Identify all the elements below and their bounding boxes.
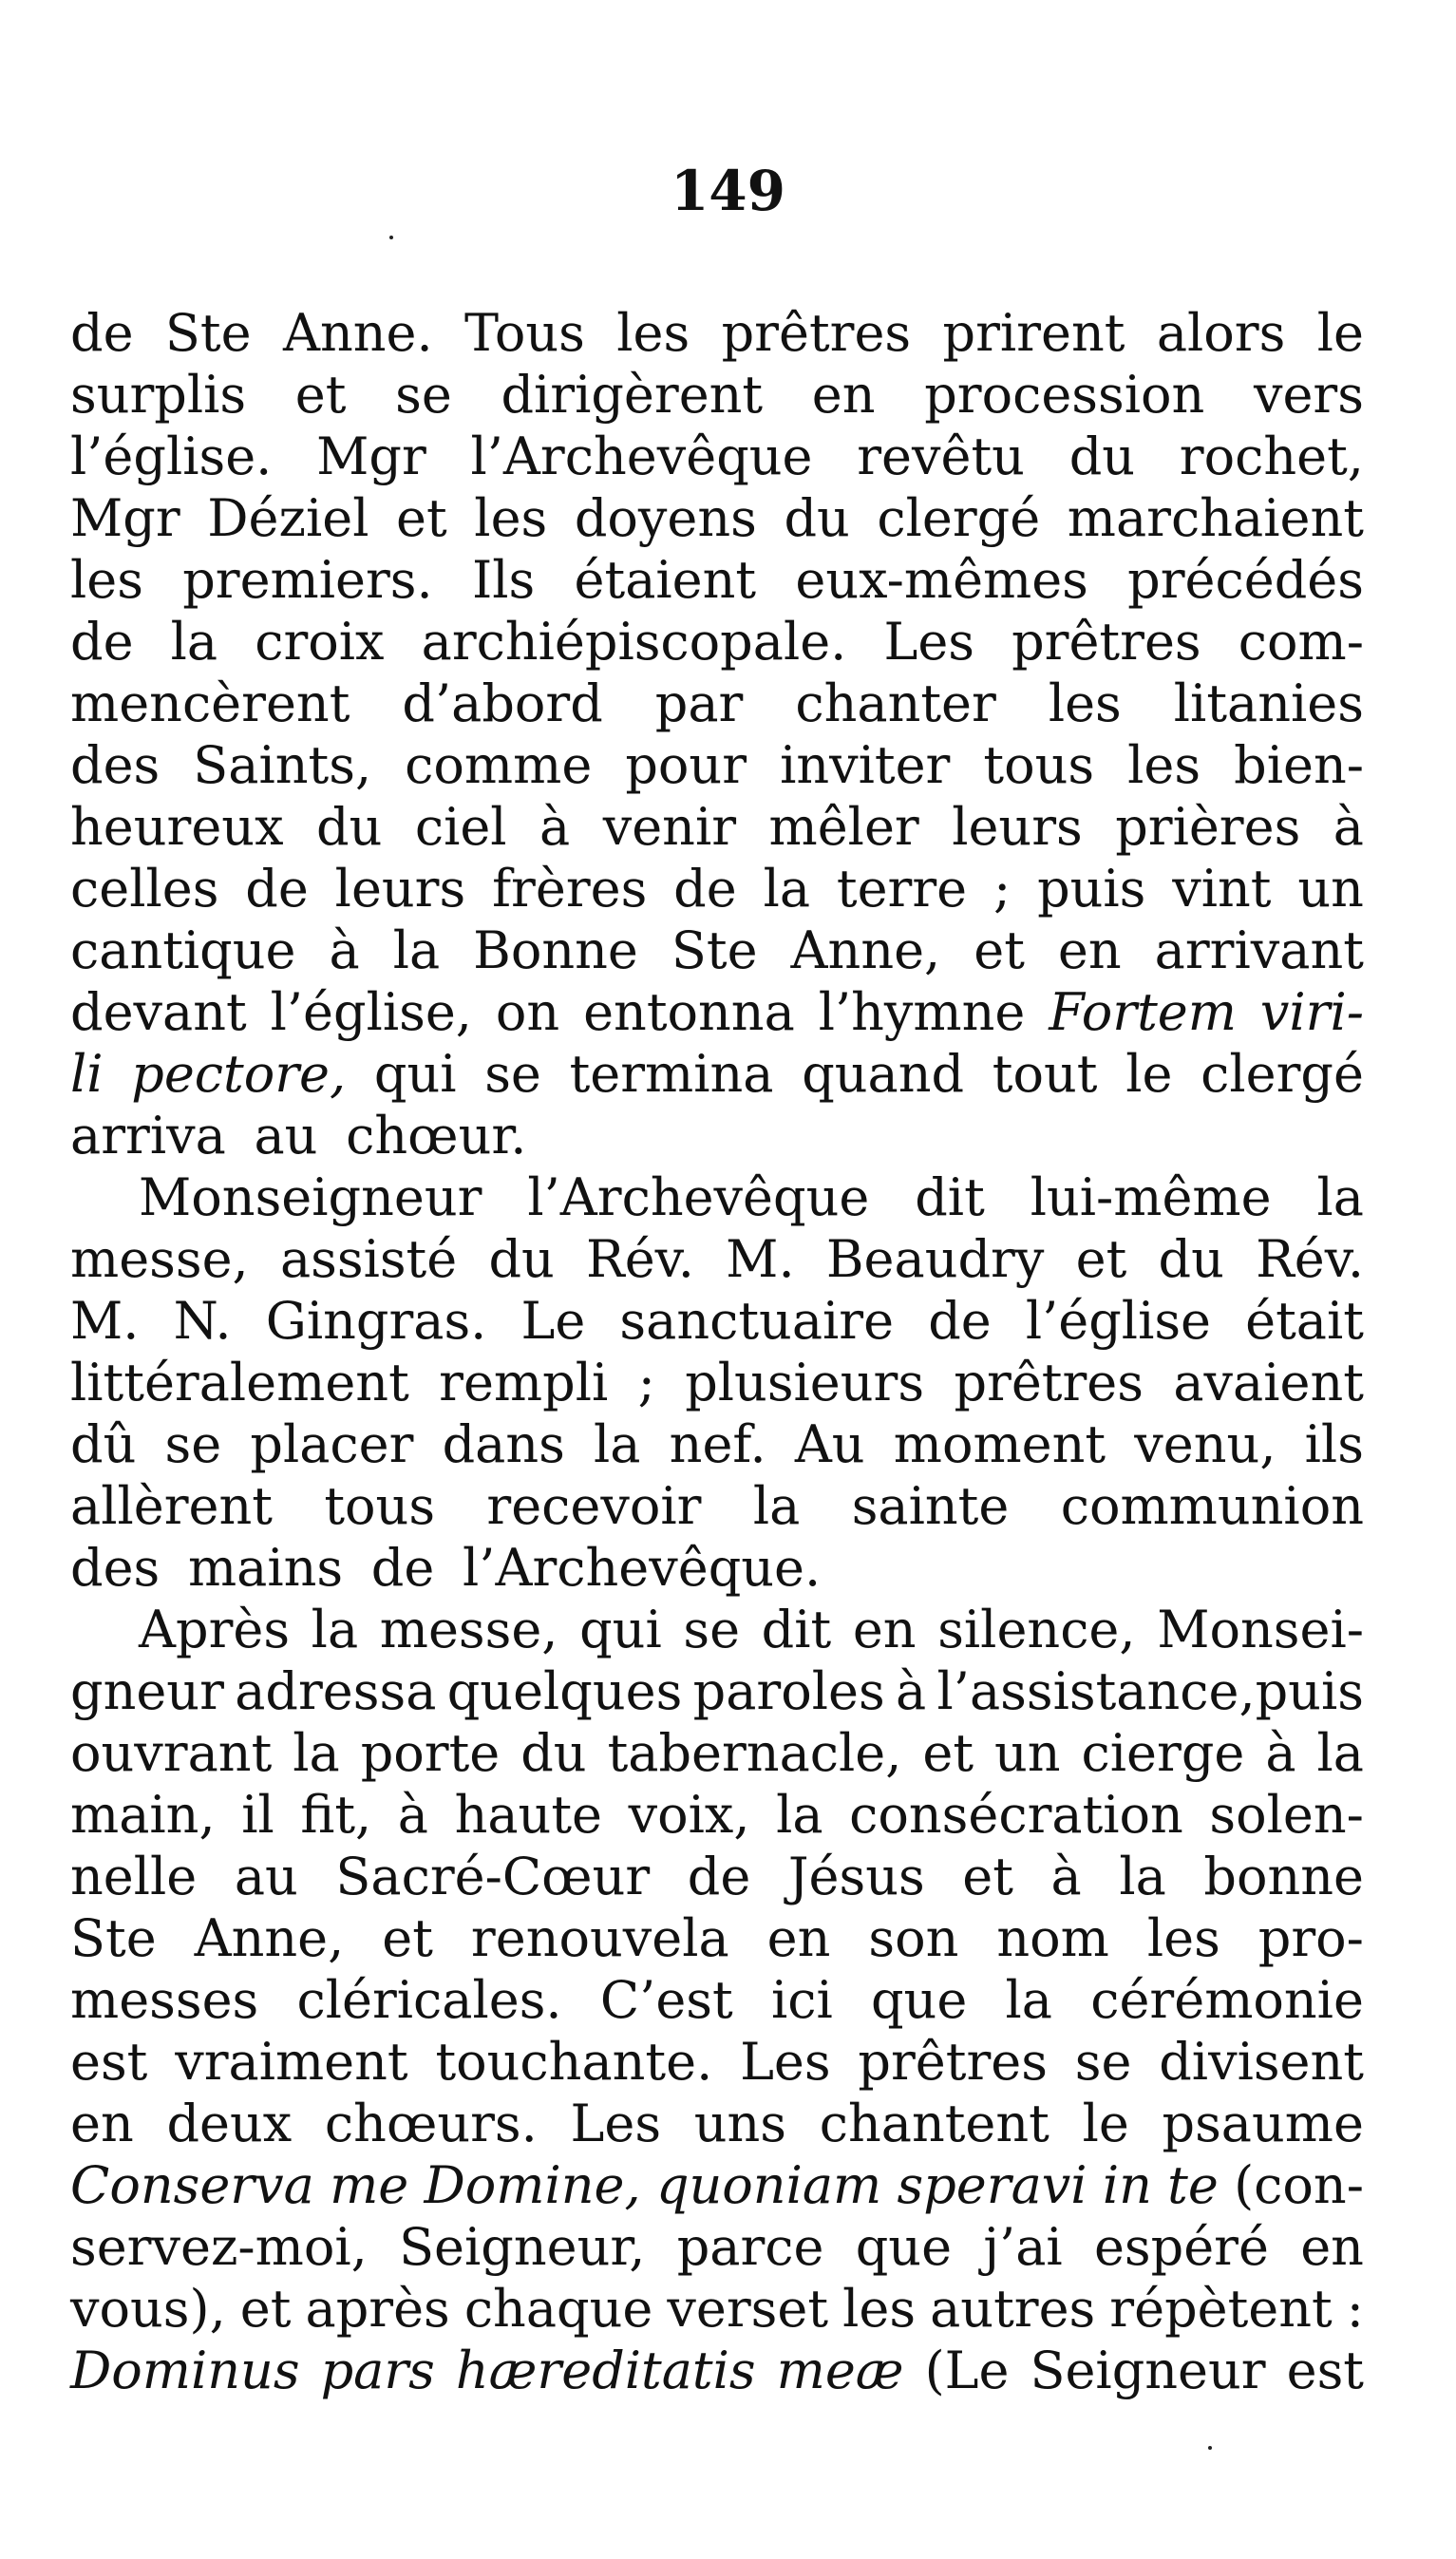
- word: se: [683, 1600, 741, 1659]
- text-line: [70, 2216, 1364, 2278]
- word: recevoir: [486, 1476, 702, 1536]
- word: la: [1316, 1167, 1364, 1227]
- text-line: [70, 1537, 1364, 1599]
- text-line: [70, 1105, 1364, 1166]
- word: le: [1316, 303, 1364, 363]
- text-line: [70, 1846, 1364, 1907]
- word: la: [170, 612, 218, 672]
- word: les: [1048, 673, 1122, 733]
- word: Ste: [70, 1908, 157, 1968]
- word: procession: [924, 365, 1205, 425]
- word: termina: [569, 1044, 774, 1104]
- word: sainte: [851, 1476, 1010, 1536]
- text-line: [70, 2154, 1364, 2216]
- word: adressa: [235, 1661, 437, 1721]
- word: hæreditatis: [455, 2341, 756, 2400]
- word: frères: [492, 859, 648, 919]
- word: Au: [794, 1414, 865, 1474]
- body-text: [70, 302, 1364, 2401]
- text-line: [70, 426, 1364, 487]
- word: divisent: [1159, 2032, 1364, 2092]
- text-line: [70, 1784, 1364, 1846]
- word: Seigneur,: [399, 2217, 646, 2277]
- word: Ste: [164, 303, 252, 363]
- word: les: [842, 2279, 917, 2339]
- word: Rév.: [586, 1229, 694, 1289]
- word: puis: [1037, 859, 1146, 919]
- word: plusieurs: [685, 1353, 925, 1412]
- word: litanies: [1173, 673, 1364, 733]
- word: arriva: [70, 1106, 226, 1166]
- word: Anne.: [282, 303, 433, 363]
- page-number: 149: [670, 159, 786, 223]
- word: doyens: [574, 488, 757, 548]
- text-line: [70, 611, 1364, 673]
- word: pars: [320, 2341, 435, 2400]
- word: l’Archevêque: [527, 1167, 870, 1227]
- word: des: [70, 735, 161, 795]
- word: eux-mêmes: [795, 550, 1088, 610]
- word: dirigèrent: [501, 365, 764, 425]
- word: clergé: [877, 488, 1041, 548]
- word: un: [1297, 859, 1364, 919]
- word: la: [1005, 1970, 1052, 2030]
- word: en: [852, 1600, 917, 1659]
- word: venir: [602, 797, 737, 857]
- word: Conserva: [70, 2155, 314, 2215]
- word: tout: [992, 1044, 1098, 1104]
- word: in: [1102, 2155, 1152, 2215]
- word: la: [311, 1600, 359, 1659]
- word: et: [294, 365, 347, 425]
- word: solen-: [1209, 1785, 1364, 1845]
- text-line: [70, 1969, 1364, 2031]
- word: en: [811, 365, 876, 425]
- word: li: [70, 1044, 104, 1104]
- word: ciel: [414, 797, 507, 857]
- word: bien-: [1234, 735, 1364, 795]
- word: la: [392, 920, 441, 980]
- word: main,: [70, 1785, 216, 1845]
- text-line: [70, 1599, 1364, 1660]
- text-line: [70, 549, 1364, 611]
- text-line: [70, 1722, 1364, 1784]
- word: nom: [996, 1908, 1109, 1968]
- word: dit: [915, 1167, 985, 1227]
- word: devant: [70, 982, 247, 1042]
- word: Après: [139, 1600, 291, 1659]
- word: Seigneur: [1030, 2341, 1266, 2400]
- word: les: [616, 303, 690, 363]
- word: et: [382, 1908, 433, 1968]
- word: te: [1167, 2155, 1219, 2215]
- word: un: [994, 1723, 1061, 1783]
- word: est: [70, 2032, 148, 2092]
- word: les: [70, 550, 143, 610]
- word: Les: [740, 2032, 831, 2092]
- word: il: [241, 1785, 274, 1845]
- word: communion: [1060, 1476, 1364, 1536]
- word: à: [1265, 1723, 1296, 1783]
- text-line: [70, 1043, 1364, 1105]
- word: messe,: [379, 1600, 558, 1659]
- word: leurs: [334, 859, 466, 919]
- word: viri-: [1259, 982, 1364, 1042]
- word: bonne: [1203, 1847, 1364, 1906]
- text-line: [70, 858, 1364, 919]
- word: premiers.: [182, 550, 433, 610]
- text-line: [70, 673, 1364, 734]
- print-speck: [1208, 2446, 1212, 2450]
- word: quelques: [446, 1661, 683, 1721]
- word: deux: [166, 2094, 293, 2153]
- word: prières: [1115, 797, 1301, 857]
- text-line: [70, 1352, 1364, 1413]
- word: est: [1286, 2341, 1364, 2400]
- word: du: [784, 488, 850, 548]
- word: et: [922, 1723, 974, 1783]
- word: moment: [893, 1414, 1106, 1474]
- word: Les: [570, 2094, 662, 2153]
- word: prêtres: [721, 303, 912, 363]
- word: rempli: [439, 1353, 609, 1412]
- word: qui: [373, 1044, 457, 1104]
- text-line: [70, 1228, 1364, 1290]
- word: par: [654, 673, 744, 733]
- word: allèrent: [70, 1476, 273, 1536]
- word: que: [870, 1970, 968, 2030]
- word: à: [329, 920, 360, 980]
- word: se: [1074, 2032, 1132, 2092]
- word: au: [254, 1106, 318, 1166]
- word: pour: [625, 735, 747, 795]
- word: silence,: [937, 1600, 1136, 1659]
- word: du: [520, 1723, 587, 1783]
- word: M.: [726, 1229, 795, 1289]
- word: l’hymne: [818, 982, 1026, 1042]
- word: dans: [442, 1414, 565, 1474]
- word: chantent: [819, 2094, 1049, 2153]
- text-line: [70, 2093, 1364, 2154]
- word: et: [1075, 1229, 1127, 1289]
- word: arrivant: [1154, 920, 1364, 980]
- word: après: [305, 2279, 450, 2339]
- word: se: [395, 365, 452, 425]
- word: Fortem: [1049, 982, 1237, 1042]
- word: de: [70, 303, 134, 363]
- word: surplis: [70, 365, 247, 425]
- text-line: [70, 734, 1364, 796]
- word: entonna: [583, 982, 795, 1042]
- word: du: [1158, 1229, 1224, 1289]
- word: ils: [1304, 1414, 1364, 1474]
- word: quand: [802, 1044, 965, 1104]
- word: Beaudry: [825, 1229, 1045, 1289]
- print-speck: [389, 236, 393, 239]
- word: mains: [187, 1538, 344, 1598]
- word: Dominus: [70, 2341, 300, 2400]
- word: mencèrent: [70, 673, 350, 733]
- word: chœur.: [346, 1106, 527, 1166]
- word: Tous: [464, 303, 585, 363]
- word: son: [868, 1908, 959, 1968]
- word: (con-: [1234, 2155, 1364, 2215]
- word: à: [397, 1785, 428, 1845]
- word: la: [1119, 1847, 1166, 1906]
- word: tabernacle,: [607, 1723, 902, 1783]
- word: au: [234, 1847, 298, 1906]
- word: Bonne: [473, 920, 638, 980]
- word: chaque: [463, 2279, 653, 2339]
- text-line: [70, 487, 1364, 549]
- word: M.: [70, 1291, 140, 1351]
- word: et: [974, 920, 1025, 980]
- word: comme: [405, 735, 593, 795]
- word: com-: [1238, 612, 1364, 672]
- word: sanctuaire: [619, 1291, 895, 1351]
- word: littéralement: [70, 1353, 409, 1412]
- word: la: [1316, 1723, 1364, 1783]
- word: étaient: [574, 550, 757, 610]
- word: quoniam: [655, 2155, 882, 2215]
- text-line: [70, 302, 1364, 364]
- word: se: [484, 1044, 541, 1104]
- word: nelle: [70, 1847, 198, 1906]
- word: Ste: [671, 920, 758, 980]
- word: renouvela: [470, 1908, 729, 1968]
- word: et: [396, 488, 447, 548]
- word: vers: [1253, 365, 1364, 425]
- word: Monsei-: [1157, 1600, 1364, 1659]
- word: haute: [454, 1785, 602, 1845]
- word: en: [1057, 920, 1122, 980]
- word: messes: [70, 1970, 259, 2030]
- word: :: [1346, 2279, 1364, 2339]
- word: Ils: [471, 550, 536, 610]
- word: était: [1245, 1291, 1364, 1351]
- word: la: [752, 1476, 801, 1536]
- word: de: [70, 612, 134, 672]
- word: et: [962, 1847, 1013, 1906]
- word: autres: [930, 2279, 1096, 2339]
- word: se: [164, 1414, 222, 1474]
- word: me: [330, 2155, 409, 2215]
- word: Domine,: [424, 2155, 641, 2215]
- word: tous: [324, 1476, 436, 1536]
- word: gneur: [70, 1661, 224, 1721]
- word: la: [594, 1414, 641, 1474]
- word: les: [474, 488, 548, 548]
- word: du: [1068, 426, 1136, 486]
- word: on: [495, 982, 560, 1042]
- word: croix: [255, 612, 385, 672]
- word: et: [239, 2279, 292, 2339]
- word: prêtres: [858, 2032, 1048, 2092]
- word: des: [70, 1538, 161, 1598]
- word: les: [1127, 735, 1201, 795]
- text-line: [70, 796, 1364, 858]
- word: l’Archevêque.: [463, 1538, 822, 1598]
- word: l’église.: [70, 426, 273, 486]
- word: de: [928, 1291, 992, 1351]
- word: cléricales.: [296, 1970, 562, 2030]
- word: l’église: [1025, 1291, 1212, 1351]
- word: prêtres: [954, 1353, 1144, 1412]
- word: en: [766, 1908, 831, 1968]
- word: Anne,: [790, 920, 941, 980]
- word: paroles: [692, 1661, 885, 1721]
- word: venu,: [1134, 1414, 1276, 1474]
- word: Rév.: [1256, 1229, 1364, 1289]
- word: vraiment: [175, 2032, 408, 2092]
- word: ;: [993, 859, 1012, 919]
- word: cantique: [70, 920, 296, 980]
- word: prêtres: [1012, 612, 1201, 672]
- word: assisté: [279, 1229, 458, 1289]
- word: Anne,: [194, 1908, 345, 1968]
- word: la: [293, 1723, 340, 1783]
- word: Mgr: [316, 426, 426, 486]
- word: Le: [520, 1291, 586, 1351]
- word: marchaient: [1067, 488, 1364, 548]
- word: précédés: [1127, 550, 1364, 610]
- word: à: [539, 797, 571, 857]
- word: archiépiscopale.: [421, 612, 847, 672]
- word: de: [370, 1538, 435, 1598]
- word: du: [488, 1229, 555, 1289]
- word: les: [1146, 1908, 1220, 1968]
- word: lui-même: [1030, 1167, 1272, 1227]
- word: C’est: [599, 1970, 733, 2030]
- text-line: [70, 1907, 1364, 1969]
- word: en: [1300, 2217, 1364, 2277]
- word: placer: [250, 1414, 414, 1474]
- word: dit: [761, 1600, 832, 1659]
- word: de: [687, 1847, 751, 1906]
- word: leurs: [952, 797, 1083, 857]
- word: (Le: [924, 2341, 1010, 2400]
- word: terre: [836, 859, 968, 919]
- word: répètent: [1109, 2279, 1333, 2339]
- word: pro-: [1257, 1908, 1364, 1968]
- word: vint: [1172, 859, 1272, 919]
- word: meæ: [776, 2341, 904, 2400]
- word: consécration: [849, 1785, 1183, 1845]
- word: rochet,: [1179, 426, 1364, 486]
- word: servez-moi,: [70, 2217, 368, 2277]
- word: celles: [70, 859, 219, 919]
- word: voix,: [628, 1785, 750, 1845]
- text-line: [70, 1166, 1364, 1228]
- word: Monseigneur: [139, 1167, 482, 1227]
- word: Sacré-Cœur: [335, 1847, 651, 1906]
- word: à: [1333, 797, 1364, 857]
- word: uns: [693, 2094, 787, 2153]
- word: d’abord: [402, 673, 603, 733]
- word: l’assistance,puis: [936, 1661, 1364, 1721]
- word: inviter: [780, 735, 951, 795]
- word: porte: [360, 1723, 501, 1783]
- word: à: [896, 1661, 927, 1721]
- text-line: [70, 1475, 1364, 1537]
- word: revêtu: [857, 426, 1025, 486]
- text-line: [70, 919, 1364, 981]
- text-line: [70, 1660, 1364, 1722]
- word: l’Archevêque: [470, 426, 813, 486]
- word: touchante.: [435, 2032, 713, 2092]
- text-line: [70, 2340, 1364, 2401]
- word: Jésus: [787, 1847, 925, 1906]
- word: prirent: [942, 303, 1125, 363]
- text-line: [70, 2278, 1364, 2340]
- word: ici: [770, 1970, 833, 2030]
- word: ouvrant: [70, 1723, 273, 1783]
- word: pectore,: [131, 1044, 347, 1104]
- word: vous),: [70, 2279, 226, 2339]
- word: heureux: [70, 797, 284, 857]
- word: la: [776, 1785, 823, 1845]
- word: chœurs.: [324, 2094, 538, 2153]
- word: à: [1050, 1847, 1082, 1906]
- word: en: [70, 2094, 134, 2153]
- word: messe,: [70, 1229, 249, 1289]
- word: Gingras.: [265, 1291, 487, 1351]
- word: verset: [667, 2279, 829, 2339]
- word: tous: [983, 735, 1095, 795]
- word: l’église,: [270, 982, 472, 1042]
- word: Saints,: [193, 735, 372, 795]
- word: mêler: [768, 797, 919, 857]
- word: alors: [1156, 303, 1286, 363]
- word: clergé: [1201, 1044, 1364, 1104]
- word: de: [245, 859, 309, 919]
- word: le: [1125, 1044, 1173, 1104]
- word: parce: [676, 2217, 824, 2277]
- word: que: [855, 2217, 953, 2277]
- word: N.: [173, 1291, 232, 1351]
- word: de: [673, 859, 737, 919]
- word: chanter: [795, 673, 996, 733]
- text-line: [70, 981, 1364, 1043]
- text-line: [70, 364, 1364, 426]
- word: Déziel: [207, 488, 369, 548]
- word: Les: [883, 612, 974, 672]
- word: le: [1082, 2094, 1129, 2153]
- word: Mgr: [70, 488, 180, 548]
- word: cierge: [1081, 1723, 1245, 1783]
- word: ;: [637, 1353, 655, 1412]
- word: j’ai: [983, 2217, 1063, 2277]
- word: speravi: [897, 2155, 1087, 2215]
- word: la: [763, 859, 811, 919]
- text-line: [70, 1290, 1364, 1352]
- text-line: [70, 1413, 1364, 1475]
- word: dû: [70, 1414, 137, 1474]
- word: fit,: [300, 1785, 372, 1845]
- word: espéré: [1093, 2217, 1269, 2277]
- word: cérémonie: [1090, 1970, 1364, 2030]
- word: avaient: [1173, 1353, 1364, 1412]
- word: qui: [579, 1600, 662, 1659]
- word: du: [316, 797, 383, 857]
- word: nef.: [669, 1414, 766, 1474]
- text-line: [70, 2031, 1364, 2093]
- word: psaume: [1162, 2094, 1364, 2153]
